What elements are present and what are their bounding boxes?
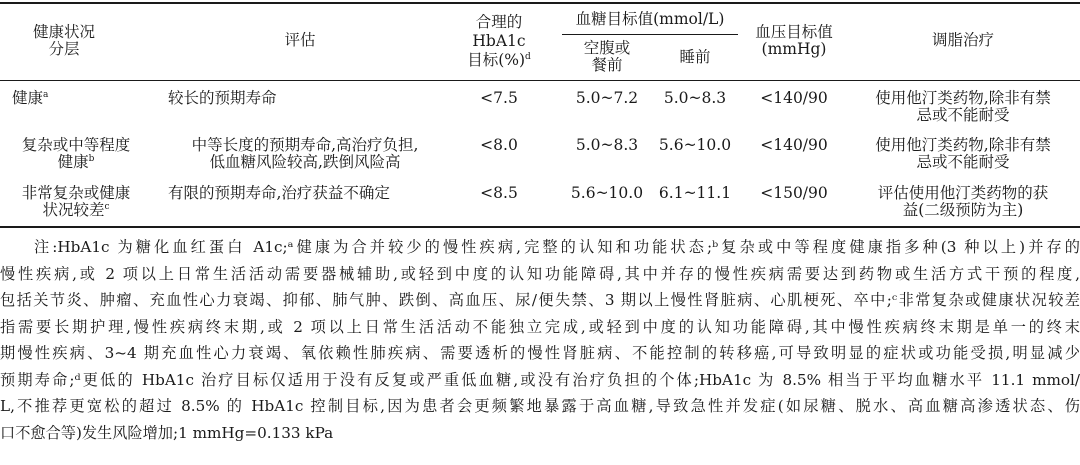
header-bg-fasting: 空腹或 餐前 <box>583 39 631 74</box>
row-lipid: 使用他汀类药物,除非有禁 忌或不能耐受 <box>875 136 1051 171</box>
row-hba1c: <8.5 <box>480 184 518 202</box>
row-status: 健康$^a$ <box>12 89 49 107</box>
footnote-line: 口不愈合等)发生风险增加;1 mmHg=0.133 kPa <box>0 423 334 442</box>
row-lipid: 评估使用他汀类药物的获 益(二级预防为主) <box>877 184 1049 219</box>
footnote-line: L,不推荐更宽松的超过 8.5% 的 HbA1c 控制目标,因为患者会更频繁地暴露于高血糖,导致急性并发症(如尿糖、脱水、高血糖高渗透状态、伤 <box>0 397 1080 415</box>
header-status: 健康状况 分层 <box>32 23 95 58</box>
row-bp: <150/90 <box>760 184 828 202</box>
header-bp: 血压目标值 (mmHg) <box>755 23 833 58</box>
row-bedtime: 6.1~11.1 <box>658 184 732 202</box>
header-bottom-rule <box>0 80 1080 81</box>
bg-group-underline <box>562 34 738 35</box>
header-lipid: 调脂治疗 <box>931 31 994 49</box>
row-status: 复杂或中等程度 健康$^b$ <box>21 136 131 171</box>
header-bg-bedtime: 睡前 <box>679 48 711 66</box>
row-hba1c: <8.0 <box>480 136 518 154</box>
row-assessment: 较长的预期寿命 <box>168 89 277 107</box>
footnote-line: 指需要长期护理,慢性疾病终末期,或 2 项以上日常生活活动不能独立完成,或轻到中度的认知功能障碍,其中慢性疾病终末期是单一的终末 <box>0 317 1080 336</box>
row-bp: <140/90 <box>760 136 828 154</box>
row-fasting: 5.0~8.3 <box>575 136 639 154</box>
table-top-rule <box>0 2 1080 4</box>
header-bg-group: 血糖目标值(mmol/L) <box>575 10 725 28</box>
row-fasting: 5.6~10.0 <box>570 184 644 202</box>
row-bedtime: 5.0~8.3 <box>663 89 727 107</box>
footnote-line: 预期寿命;ᵈ更低的 HbA1c 治疗目标仅适用于没有反复或严重低血糖,或没有治疗负担的个体;HbA1c 为 8.5% 相当于平均血糖水平 11.1 mmol/ <box>0 370 1080 389</box>
row-bedtime: 5.6~10.0 <box>658 136 732 154</box>
footnote-line: 包括关节炎、肿瘤、充血性心力衰竭、抑郁、肺气肿、跌倒、高血压、尿/便失禁、3 期以上慢性肾脏病、心肌梗死、卒中;ᶜ非常复杂或健康状况较差 <box>0 291 1080 309</box>
row-lipid: 使用他汀类药物,除非有禁 忌或不能耐受 <box>875 89 1051 124</box>
header-hba1c: 合理的 HbA1c 目标(%)$^d$ <box>467 13 531 69</box>
row-hba1c: <7.5 <box>480 89 518 107</box>
footnote-line: 注:HbA1c 为糖化血红蛋白 A1c;ᵃ健康为合并较少的慢性疾病,完整的认知和功能状态;ᵇ复杂或中等程度健康指多种(3 种以上)并存的 <box>34 238 1080 256</box>
row-bp: <140/90 <box>760 89 828 107</box>
table-bottom-rule <box>0 226 1080 228</box>
footnote-line: 期慢性疾病、3~4 期充血性心力衰竭、氧依赖性肺疾病、需要透析的慢性肾脏病、不能控制的转移癌,可导致明显的症状或功能受损,明显减少 <box>0 344 1080 362</box>
row-fasting: 5.0~7.2 <box>575 89 639 107</box>
header-assessment: 评估 <box>284 31 316 49</box>
row-status: 非常复杂或健康 状况较差$^c$ <box>21 184 131 219</box>
row-assessment: 有限的预期寿命,治疗获益不确定 <box>168 184 390 202</box>
footnote-line: 慢性疾病,或 2 项以上日常生活活动需要器械辅助,或轻到中度的认知功能障碍,其中并存的慢性疾病需要达到药物或生活方式干预的程度, <box>0 264 1080 283</box>
table-footnote <box>0 234 1080 446</box>
row-assessment: 中等长度的预期寿命,高治疗负担, 低血糖风险较高,跌倒风险高 <box>191 136 419 171</box>
